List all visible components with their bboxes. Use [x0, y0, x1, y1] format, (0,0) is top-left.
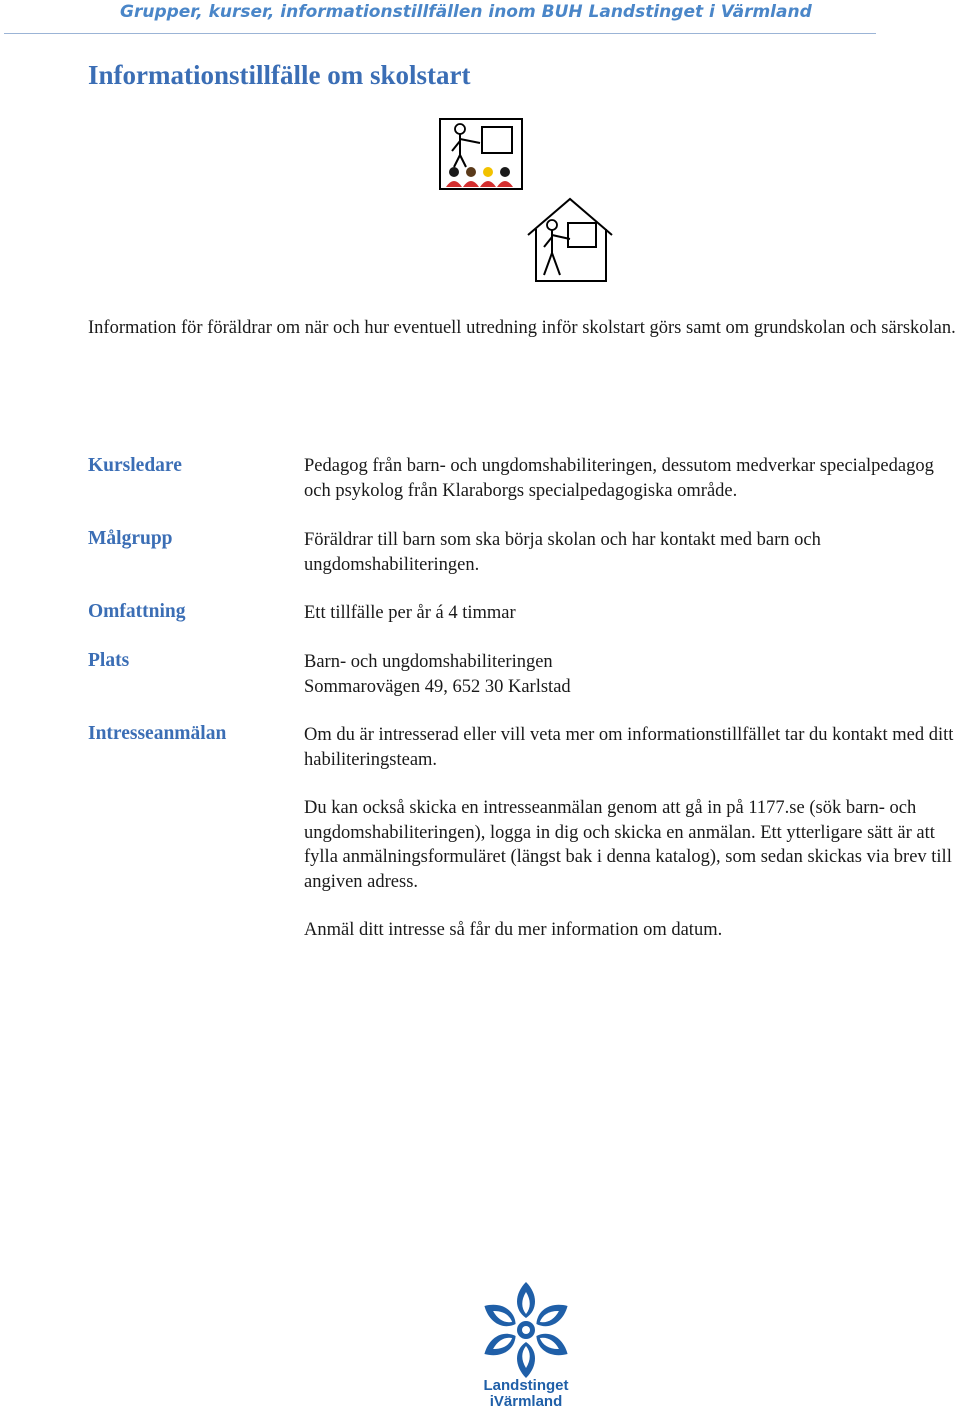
running-header: Grupper, kurser, informationstillfällen inom BUH Landstinget i Värmland	[120, 2, 812, 22]
logo-text-line-1: Landstinget	[483, 1377, 569, 1394]
value-plats	[304, 650, 954, 699]
value-kursledare: Pedagog från barn- och ungdomshabiliteringen, dessutom medverkar specialpedagog och psykolog från Klaraborgs specialpedagogiska område.	[304, 456, 934, 501]
plats-line-2: Sommarovägen 49, 652 30 Karlstad	[304, 676, 571, 697]
value-omfattning: Ett tillfälle per år á 4 timmar	[304, 603, 516, 623]
label-plats: Plats	[88, 650, 130, 671]
label-kursledare: Kursledare	[88, 455, 182, 476]
logo-text-line-2: iVärmland	[489, 1393, 563, 1409]
intro-paragraph: Information för föräldrar om när och hur eventuell utredning inför skolstart görs samt om grundskolan och särskolan.	[88, 318, 956, 338]
plats-line-1: Barn- och ungdomshabiliteringen	[304, 652, 553, 672]
landstinget-logo-icon	[474, 1278, 578, 1409]
header-divider	[4, 33, 876, 34]
value-malgrupp: Föräldrar till barn som ska börja skolan och har kontakt med barn och ungdomshabiliteringen.	[304, 530, 821, 575]
value-intresseanmalan-p1: Om du är intresserad eller vill veta mer om informationstillfället tar du kontakt med ditt habiliteringsteam.	[304, 725, 954, 770]
label-intresseanmalan: Intresseanmälan	[88, 723, 227, 744]
label-omfattning: Omfattning	[88, 601, 186, 622]
label-malgrupp: Målgrupp	[88, 528, 173, 549]
page-title: Informationstillfälle om skolstart	[88, 60, 471, 90]
school-house-pictogram-icon	[524, 195, 616, 283]
value-intresseanmalan-p2: Du kan också skicka en intresseanmälan genom att gå in på 1177.se (sök barn- och ungdomshabiliteringen), logga in dig och skicka en anmälan. Ett ytterligare sätt är att fylla anmälningsformuläret (längst bak i denna katalog), som sedan skickas via brev till angiven adress.	[304, 798, 952, 892]
lecture-pictogram-icon	[438, 117, 524, 191]
value-intresseanmalan-p3: Anmäl ditt intresse så får du mer information om datum.	[304, 920, 723, 940]
